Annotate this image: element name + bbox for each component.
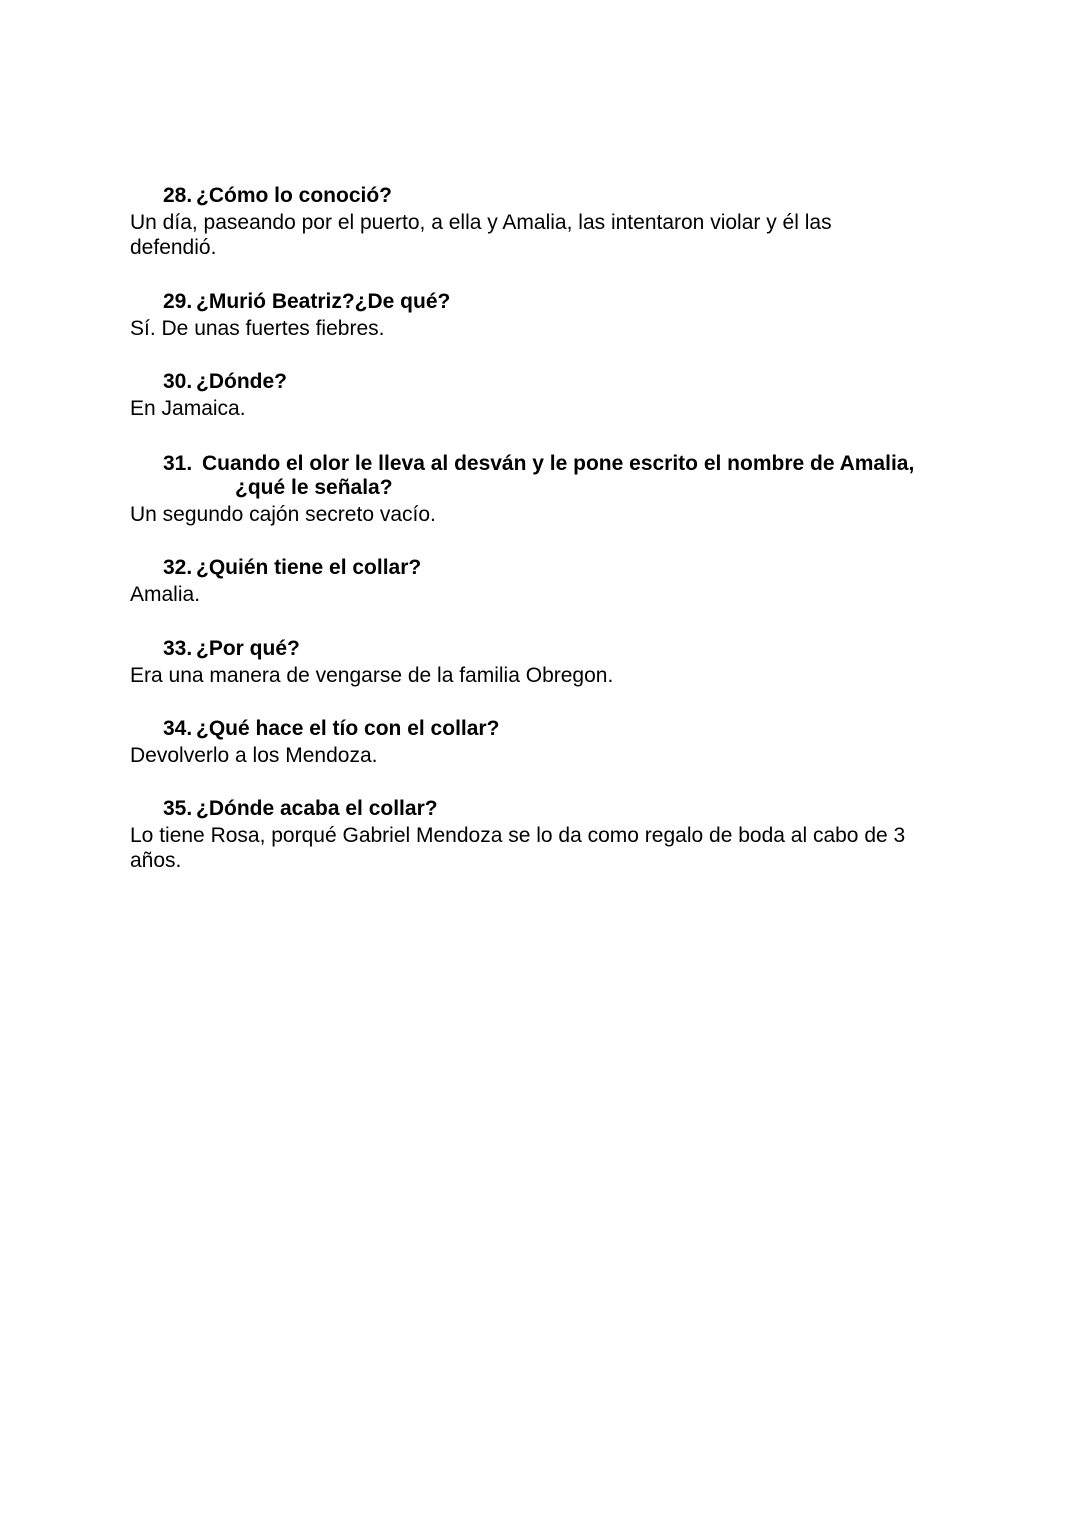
qa-item-28 (130, 184, 880, 260)
answer-29: Sí. De unas fuertes fiebres. (130, 317, 385, 340)
qa-item-33 (130, 637, 950, 688)
question-text: ¿Qué hace el tío con el collar? (196, 717, 500, 740)
question-31 (163, 452, 950, 500)
question-text: ¿Quién tiene el collar? (196, 556, 422, 579)
question-number: 29. (163, 290, 193, 313)
answer-33: Era una manera de vengarse de la familia Obregon. (130, 664, 614, 687)
qa-item-31 (130, 452, 950, 527)
question-text: ¿Cómo lo conoció? (196, 184, 392, 207)
answer-30: En Jamaica. (130, 397, 246, 420)
answer-34: Devolverlo a los Mendoza. (130, 744, 378, 767)
question-number: 32. (163, 556, 193, 579)
qa-item-32 (130, 556, 950, 607)
question-number: 31. (163, 452, 193, 475)
question-text: Cuando el olor le lleva al desván y le pone escrito el nombre de Amalia, ¿qué le señala? (202, 452, 915, 499)
qa-item-29 (130, 290, 950, 341)
question-number: 35. (163, 797, 193, 820)
answer-28: Un día, paseando por el puerto, a ella y Amalia, las intentaron violar y él las defendió. (130, 211, 832, 259)
question-28 (163, 184, 880, 208)
question-text: ¿Murió Beatriz?¿De qué? (196, 290, 451, 313)
question-35 (163, 797, 950, 821)
answer-32: Amalia. (130, 583, 201, 606)
answer-35: Lo tiene Rosa, porqué Gabriel Mendoza se lo da como regalo de boda al cabo de 3 años. (130, 824, 906, 872)
qa-item-34 (130, 717, 950, 768)
question-number: 34. (163, 717, 193, 740)
answer-31: Un segundo cajón secreto vacío. (130, 503, 436, 526)
question-29 (163, 290, 950, 314)
question-32 (163, 556, 950, 580)
question-number: 33. (163, 637, 193, 660)
question-text: ¿Dónde? (196, 370, 287, 393)
qa-item-30 (130, 370, 950, 421)
question-number: 30. (163, 370, 193, 393)
question-text: ¿Dónde acaba el collar? (196, 797, 438, 820)
question-33 (163, 637, 950, 661)
question-34 (163, 717, 950, 741)
question-30 (163, 370, 950, 394)
qa-item-35 (130, 797, 950, 873)
question-number: 28. (163, 184, 193, 207)
question-text: ¿Por qué? (196, 637, 300, 660)
